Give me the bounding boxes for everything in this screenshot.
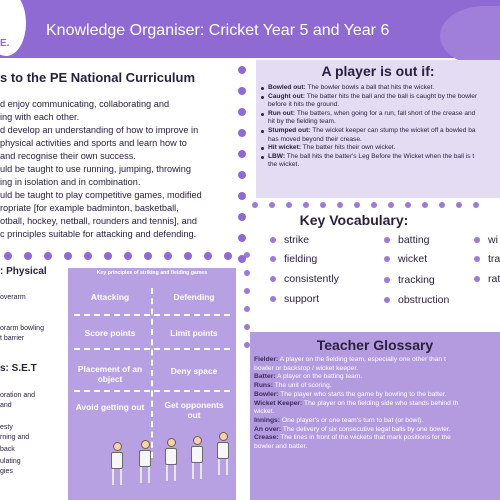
out-rule-text: The batter hits the ball and the ball is caught by the bowler — [305, 92, 478, 100]
dot-icon — [456, 202, 462, 208]
curriculum-line: uld be taught to play competitive games, modified — [0, 190, 202, 200]
curriculum-list — [0, 98, 236, 241]
glossary-term: Batter: — [254, 373, 276, 381]
out-rule-continuation — [260, 118, 500, 127]
glossary-entry — [254, 365, 500, 374]
principle-cell: Limit points — [170, 328, 218, 338]
glossary-entry — [254, 356, 500, 365]
dot-icon — [238, 108, 246, 116]
glossary-text: A player on the fielding team, especially one other than t — [278, 356, 446, 363]
out-rule-continuation — [260, 161, 500, 170]
principles-divider — [74, 348, 230, 350]
dot-icon — [238, 213, 246, 221]
set-line: back — [0, 446, 15, 453]
out-rule-item — [260, 153, 500, 162]
player-figure-icon — [164, 438, 178, 481]
out-rule-text: The ball hits the batter's Leg Before the Wicket when the ball is t — [285, 152, 475, 160]
principle-cell: Avoid getting out — [75, 402, 145, 412]
vocab-word: rat — [488, 273, 500, 285]
out-rule-item — [260, 110, 500, 119]
glossary-title: Teacher Glossary — [316, 337, 434, 353]
attacking-header: Attacking — [90, 292, 130, 302]
dot-icon — [144, 252, 152, 260]
vocab-word: tracking — [398, 274, 435, 286]
vocab-word: fielding — [284, 253, 318, 265]
cricket-players-illustration — [110, 424, 238, 500]
dot-icon — [124, 252, 132, 260]
dot-icon — [405, 202, 411, 208]
principles-divider — [74, 390, 230, 392]
out-rule-text: the wicket. — [268, 161, 300, 169]
out-rule-term: Bowled out: — [268, 84, 306, 91]
principles-title: Key principles of striking and fielding games — [96, 270, 208, 276]
dot-icon — [238, 87, 246, 95]
glossary-entry — [254, 391, 500, 400]
dot-icon — [337, 202, 343, 208]
glossary-term: Innings: — [254, 416, 281, 424]
dot-icon — [286, 202, 292, 208]
out-rule-continuation — [260, 101, 500, 110]
out-rules-panel — [256, 60, 500, 198]
out-rule-text: The batter hits their own wicket. — [300, 144, 396, 152]
glossary-entry — [254, 443, 500, 452]
glossary-text: The player on the fielding side who stands behind th — [302, 399, 459, 407]
dot-icon — [422, 202, 428, 208]
glossary-entry — [254, 434, 500, 443]
glossary-term: Wicket Keeper: — [254, 399, 303, 407]
curriculum-line: physical activities and sports and learn how to — [0, 138, 187, 148]
dot-icon — [224, 252, 232, 260]
dot-icon — [303, 202, 309, 208]
dot-icon — [204, 252, 212, 260]
glossary-text: The lines in front of the wickets that mark positions for the — [278, 434, 451, 442]
out-rule-item — [260, 144, 500, 153]
out-rule-term: Run out: — [268, 109, 296, 117]
glossary-term: Crease: — [254, 434, 279, 442]
dot-icon — [244, 270, 250, 276]
out-rule-term: Caught out: — [268, 92, 305, 100]
set-line: and — [0, 402, 12, 409]
dot-icon — [244, 288, 250, 294]
glossary-text: bowler and batter. — [254, 443, 308, 451]
skill-line: orarm bowling — [0, 325, 44, 332]
glossary-text: The delivery of six consecutive legal balls by one bowler. — [281, 425, 451, 433]
curriculum-line: ing with each other. — [0, 112, 80, 122]
glossary-text: One player's or one team's turn to bat (or bowl). — [280, 416, 424, 424]
set-line: gies — [0, 468, 13, 475]
dot-icon — [320, 202, 326, 208]
glossary-entry — [254, 417, 500, 426]
dot-row — [4, 252, 232, 260]
glossary-term: Runs: — [254, 382, 273, 390]
curriculum-line: c principles suitable for attacking and defending. — [0, 229, 197, 239]
curriculum-line: and recognise their own success. — [0, 151, 136, 161]
out-rule-term: Hit wicket: — [268, 144, 301, 152]
dot-column — [238, 66, 246, 263]
out-rule-text: hit by the fielding team. — [268, 118, 336, 126]
dot-icon — [244, 306, 250, 312]
dot-icon — [388, 202, 394, 208]
curriculum-title: s to the PE National Curriculum — [0, 70, 196, 85]
out-rules-list — [260, 84, 500, 170]
curriculum-line: d enjoy communicating, collaborating and — [0, 99, 170, 109]
header-decoration — [440, 6, 500, 66]
dot-icon — [238, 234, 246, 242]
player-figure-icon — [138, 440, 152, 483]
physical-heading: : Physical — [0, 266, 47, 277]
out-rule-term: Stumped out: — [268, 126, 311, 134]
dot-icon — [269, 202, 275, 208]
glossary-list — [254, 356, 500, 452]
glossary-text: bowler or backstop / wicket keeper. — [254, 364, 359, 372]
out-rule-item — [260, 84, 500, 93]
curriculum-line: ing in isolation and in combination. — [0, 177, 141, 187]
dot-icon — [164, 252, 172, 260]
skill-line: overarm — [0, 294, 26, 301]
defending-header: Defending — [173, 292, 215, 302]
out-rule-text: The bowler bowls a ball that hits the wicket. — [305, 84, 435, 91]
dot-icon — [104, 252, 112, 260]
curriculum-line: d develop an understanding of how to improve in — [0, 125, 199, 135]
out-rule-text: before it hits the ground. — [268, 101, 340, 109]
out-rule-text: The batters, when going for a run, fall short of the crease and — [295, 109, 476, 117]
vocab-word: tra — [488, 253, 500, 265]
curriculum-line: uld be taught to use running, jumping, throwing — [0, 164, 192, 174]
glossary-term: Fielder: — [254, 356, 279, 363]
dot-icon — [238, 192, 246, 200]
vocab-word: batting — [398, 234, 430, 246]
vocab-word: consistently — [284, 273, 339, 285]
curriculum-line: otball, hockey, netball, rounders and tennis], and — [0, 216, 197, 226]
dot-row — [252, 202, 479, 208]
out-rule-continuation — [260, 136, 500, 145]
dot-icon — [371, 202, 377, 208]
principle-cell: Deny space — [170, 366, 218, 376]
dot-icon — [24, 252, 32, 260]
principles-divider — [74, 314, 230, 316]
dot-icon — [238, 171, 246, 179]
player-figure-icon — [110, 442, 124, 485]
vocab-word: obstruction — [398, 294, 450, 306]
glossary-entry — [254, 426, 500, 435]
set-heading: s: S.E.T — [0, 363, 37, 374]
vocab-word: wi — [488, 234, 498, 246]
set-line: ulating — [0, 458, 21, 465]
curriculum-line: ropriate [for example badminton, basketball, — [0, 203, 179, 213]
dot-icon — [184, 252, 192, 260]
vocab-word: strike — [284, 234, 310, 246]
glossary-entry — [254, 382, 500, 391]
skill-line: t barrier — [0, 335, 25, 342]
dot-icon — [244, 324, 250, 330]
vocab-word: support — [284, 293, 320, 305]
principle-cell: Get opponents out — [164, 400, 224, 420]
glossary-entry — [254, 408, 500, 417]
teacher-glossary-panel — [250, 332, 500, 500]
out-rule-text: has moved beyond their crease. — [268, 135, 362, 143]
out-rule-item — [260, 127, 500, 136]
player-figure-icon — [190, 436, 204, 479]
out-rules-title: A player is out if: — [321, 63, 435, 79]
glossary-entry — [254, 400, 500, 409]
dot-icon — [244, 252, 250, 258]
header-banner — [0, 0, 500, 58]
dot-icon — [252, 202, 258, 208]
dot-icon — [439, 202, 445, 208]
out-rule-text: The wicket keeper can stump the wicket off a bowled ba — [310, 126, 476, 134]
vocab-word: wicket — [398, 253, 428, 265]
glossary-entry — [254, 373, 500, 382]
principle-cell: Placement of an object — [77, 364, 143, 384]
player-figure-icon — [216, 432, 230, 475]
glossary-term: Bowler: — [254, 390, 279, 398]
dot-icon — [4, 252, 12, 260]
vocabulary-title: Key Vocabulary: — [299, 212, 409, 228]
glossary-text: A player on the batting team. — [275, 373, 363, 381]
dot-icon — [473, 202, 479, 208]
set-line: esty — [0, 424, 13, 431]
dot-icon — [44, 252, 52, 260]
page-title: Knowledge Organiser: Cricket Year 5 and Year 6 — [46, 22, 390, 39]
glossary-text: The player who starts the game by bowling to the batter. — [278, 390, 447, 398]
dot-icon — [238, 66, 246, 74]
set-line: rning and — [0, 434, 30, 441]
out-rule-term: LBW: — [268, 152, 286, 160]
out-rule-item — [260, 93, 500, 102]
dot-icon — [238, 129, 246, 137]
principle-cell: Score points — [84, 328, 136, 338]
logo-text: E. — [0, 38, 10, 49]
dot-icon — [64, 252, 72, 260]
glossary-term: An over: — [254, 425, 282, 433]
glossary-text: wicket. — [254, 408, 275, 416]
dot-icon — [354, 202, 360, 208]
set-line: oration and — [0, 392, 36, 399]
dot-icon — [238, 150, 246, 158]
glossary-text: The unit of scoring. — [272, 382, 332, 390]
dot-icon — [84, 252, 92, 260]
